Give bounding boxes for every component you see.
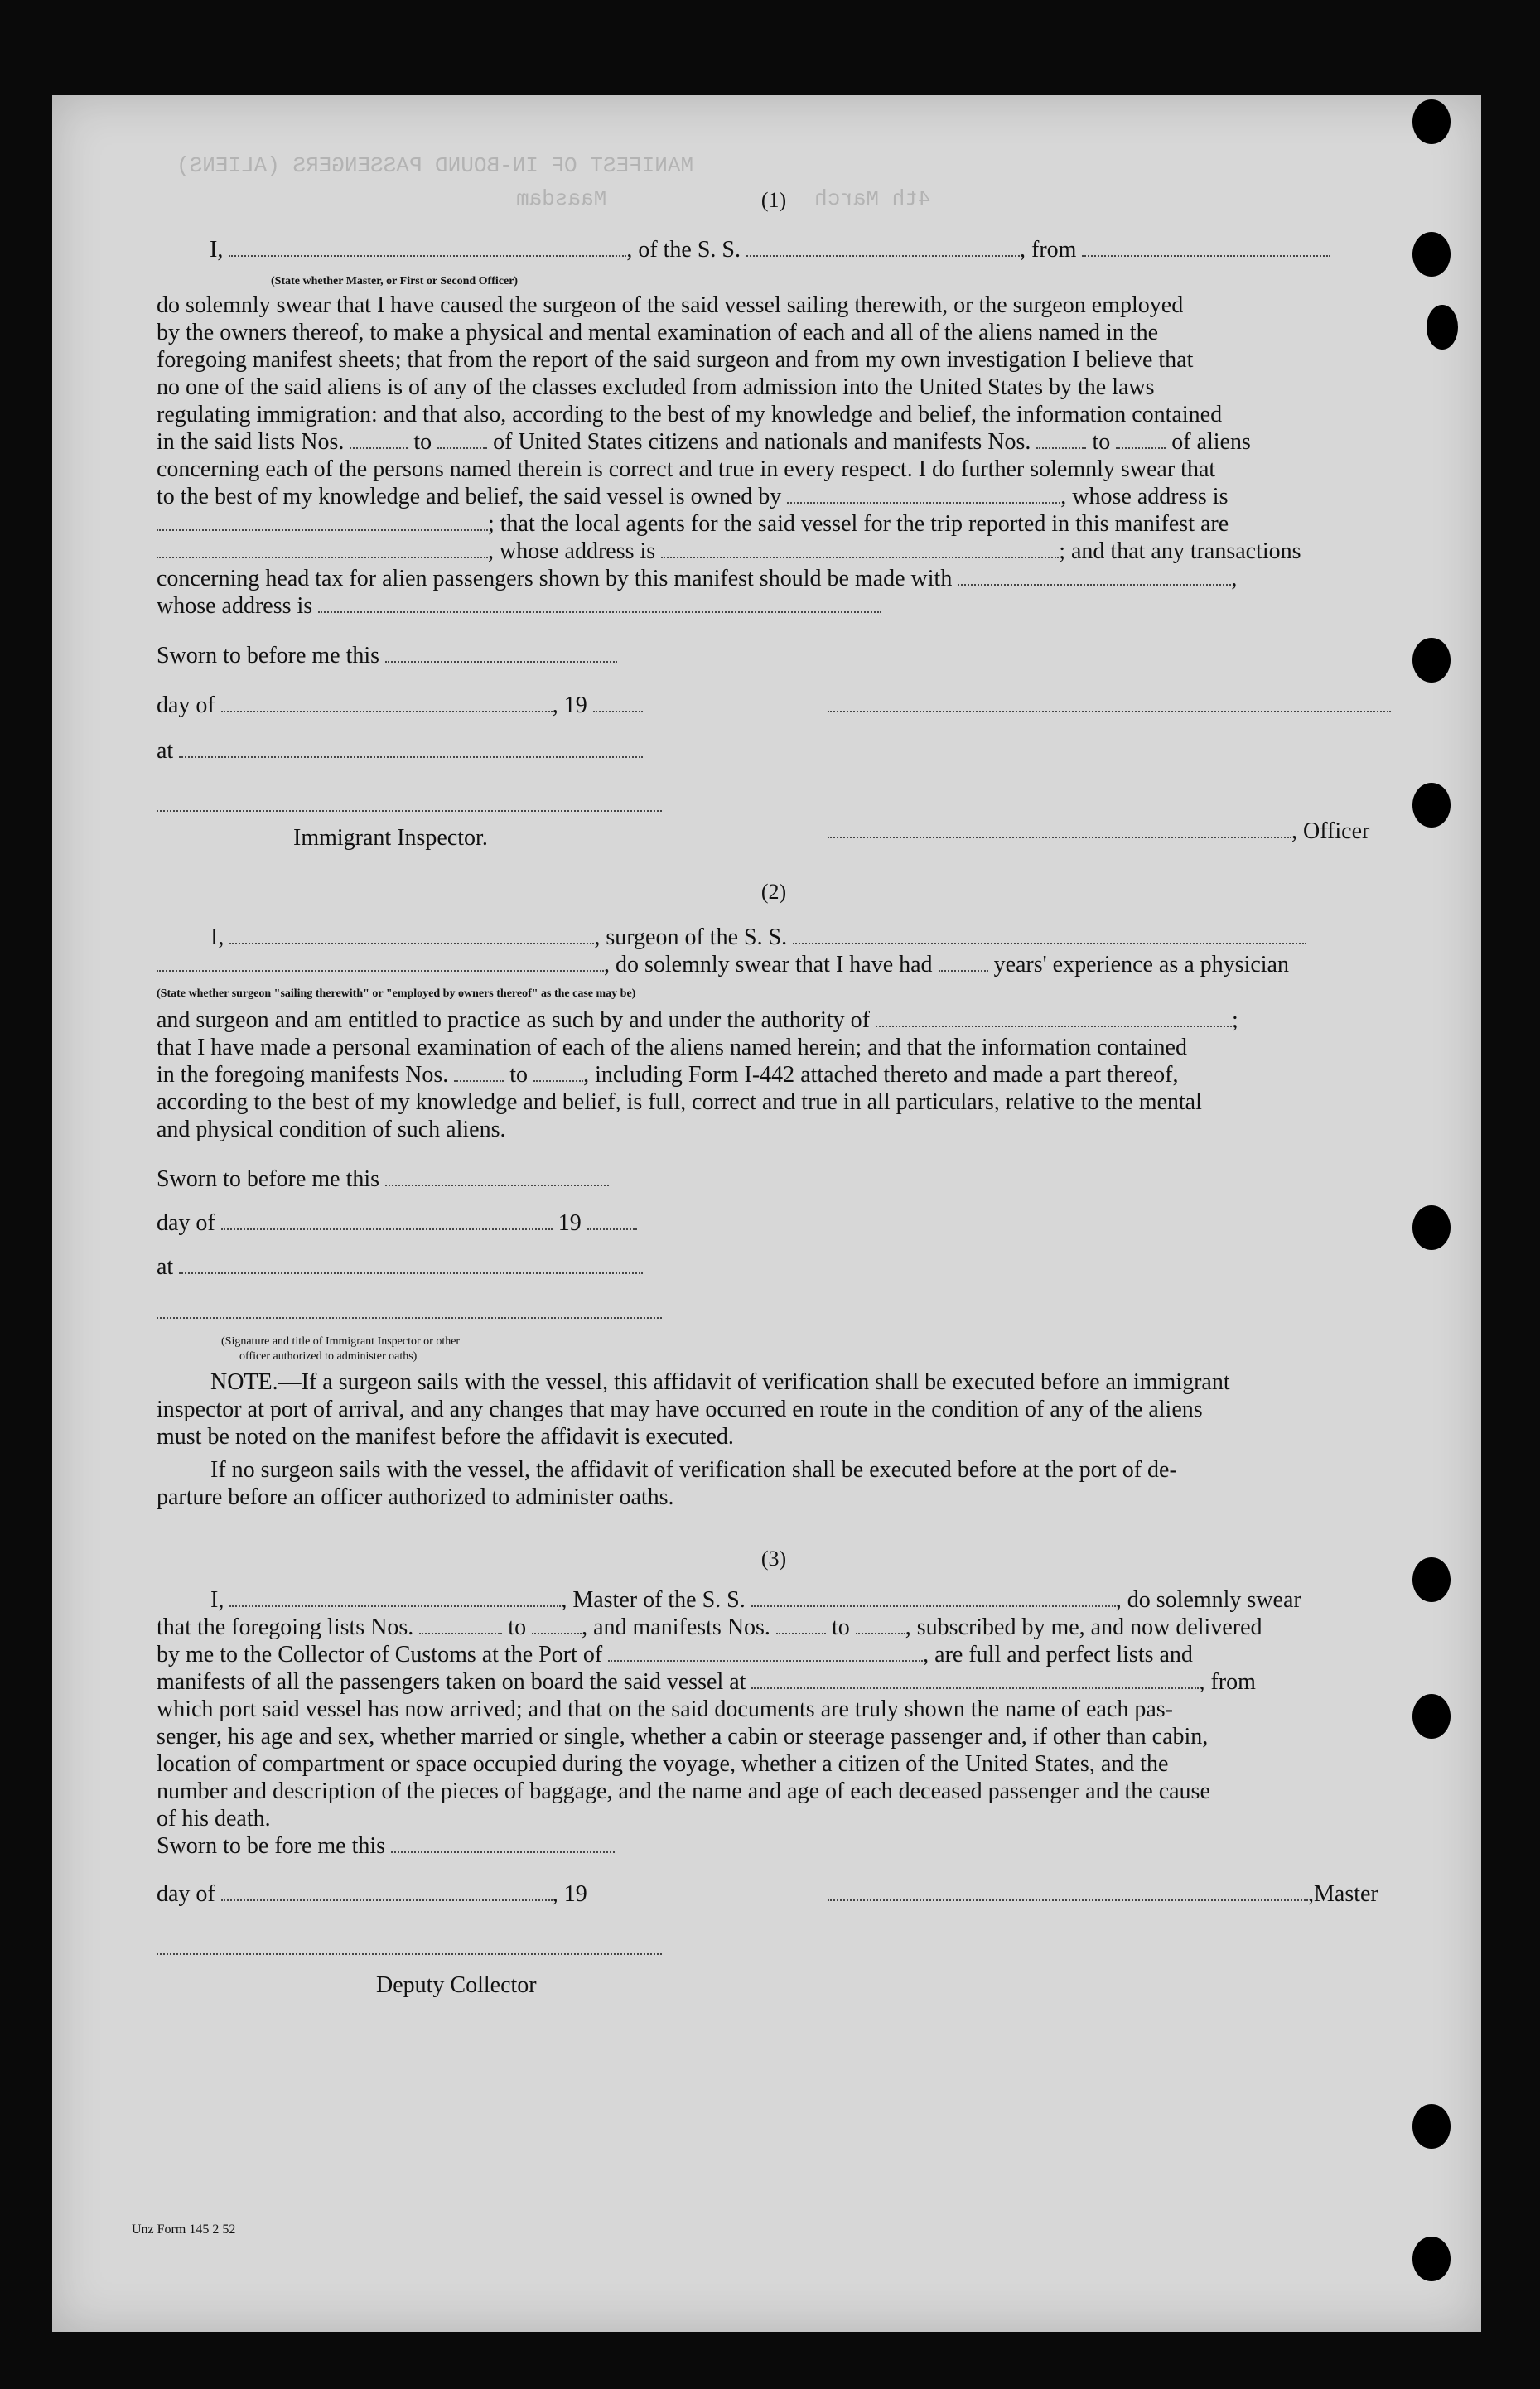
p1-headtax-field[interactable] — [958, 566, 1231, 586]
p2-sig-caption-1: (Signature and title of Immigrant Inspector or other — [221, 1335, 461, 1348]
p3-text: , do solemnly swear — [1115, 1587, 1301, 1613]
section-number-3: (3) — [760, 1547, 787, 1571]
p3-line: number and description of the pieces of baggage, and the name and age of each deceased passenger and the cause — [157, 1778, 1210, 1804]
p3-manifest-to-field[interactable] — [856, 1614, 905, 1634]
p1-line: foregoing manifest sheets; that from the report of the said surgeon and from my own investigation I believe that — [157, 347, 1194, 373]
p1-text: day of — [157, 693, 215, 718]
p3-day-line — [157, 1880, 587, 1908]
note-line: NOTE.—If a surgeon sails with the vessel, this affidavit of verification shall be executed before an immigrant — [210, 1369, 1230, 1395]
p3-line: senger, his age and sex, whether married or single, whether a cabin or steerage passenger and, if other than cabin, — [157, 1724, 1209, 1750]
punch-hole — [1412, 2237, 1451, 2281]
p3-text: to — [831, 1614, 850, 1640]
p1-text: ; that the local agents for the said vessel for the trip reported in this manifest are — [488, 511, 1229, 537]
p1-text: to the best of my knowledge and belief, the said vessel is owned by — [157, 484, 782, 509]
p2-manifest-to-field[interactable] — [533, 1062, 583, 1082]
p3-master-sig-field[interactable] — [828, 1881, 1308, 1901]
p2-manifest-from-field[interactable] — [454, 1062, 504, 1082]
p2-authority-line — [157, 1006, 1238, 1034]
p2-vessel-field[interactable] — [793, 924, 1306, 944]
p1-owner-field[interactable] — [787, 484, 1060, 504]
p1-text: to — [1092, 429, 1111, 455]
section-number-1: (1) — [760, 188, 787, 212]
p1-owner-address-field[interactable] — [157, 511, 488, 531]
p2-year-field[interactable] — [587, 1210, 637, 1230]
p1-lists-line — [157, 428, 1251, 456]
punch-hole — [1427, 305, 1458, 350]
p3-sworn-line — [157, 1832, 615, 1860]
p3-text: , and manifests Nos. — [582, 1614, 770, 1640]
p1-from-field[interactable] — [1082, 237, 1330, 257]
p1-agents-address-line — [157, 538, 1301, 565]
p1-text: ; and that any transactions — [1059, 538, 1301, 564]
p1-signature-field[interactable] — [828, 693, 1391, 712]
p2-line: and physical condition of such aliens. — [157, 1117, 506, 1142]
punch-hole — [1412, 1694, 1451, 1739]
p1-note: (State whether Master, or First or Second Officer) — [271, 275, 519, 287]
p1-agents-address-field[interactable] — [661, 538, 1059, 558]
p1-text: concerning head tax for alien passengers shown by this manifest should be made with — [157, 566, 953, 591]
p1-line: regulating immigration: and that also, according to the best of my knowledge and belief, the information contained — [157, 402, 1223, 427]
punch-hole — [1412, 783, 1451, 828]
punch-hole — [1412, 99, 1451, 144]
p2-text: in the foregoing manifests Nos. — [157, 1062, 449, 1088]
p1-manifest-to-field[interactable] — [1116, 429, 1166, 449]
p1-headtax-address-line — [157, 592, 881, 620]
p1-text: , Officer — [1291, 818, 1370, 844]
p3-text: that the foregoing lists Nos. — [157, 1614, 414, 1640]
p3-master-sig-line — [828, 1880, 1378, 1908]
p1-text: , 19 — [552, 693, 587, 718]
ghost-line: MANIFEST OF IN-BOUND PASSENGERS (ALIENS) — [176, 153, 694, 178]
p2-surgeon-line — [210, 924, 1306, 951]
p2-text: , including Form I-442 attached thereto and made a part thereof, — [583, 1062, 1179, 1088]
p2-sworn-line — [157, 1166, 609, 1193]
p3-boarded-line — [157, 1668, 1256, 1696]
p1-agents-line — [157, 510, 1229, 538]
p1-manifest-from-field[interactable] — [1036, 429, 1086, 449]
p2-at-field[interactable] — [179, 1254, 643, 1274]
p3-text: , from — [1199, 1669, 1256, 1695]
p3-text: , Master of the S. S. — [561, 1587, 746, 1613]
p3-line: which port said vessel has now arrived; and that on the said documents are truly shown the name of each pas- — [157, 1696, 1173, 1722]
p1-sworn-line — [157, 642, 617, 669]
p2-name-field[interactable] — [229, 924, 594, 944]
p2-text: I, — [210, 924, 224, 950]
note-line: If no surgeon sails with the vessel, the affidavit of verification shall be executed before at the port of de- — [210, 1457, 1177, 1483]
p1-text: , whose address is — [1060, 484, 1229, 509]
punch-hole — [1412, 1205, 1451, 1250]
p2-sworn-field[interactable] — [385, 1166, 609, 1186]
note-line: parture before an officer authorized to administer oaths. — [157, 1484, 674, 1510]
section-number-2: (2) — [760, 880, 787, 904]
p1-officer-sig-field[interactable] — [828, 818, 1291, 838]
p2-signature-field[interactable] — [157, 1299, 662, 1319]
p1-text: in the said lists Nos. — [157, 429, 345, 455]
p3-vessel-field[interactable] — [751, 1587, 1116, 1607]
p1-at-line — [157, 737, 643, 765]
p2-signature-line — [157, 1298, 662, 1325]
p3-day-field[interactable] — [221, 1881, 553, 1901]
p2-text: 19 — [558, 1210, 582, 1236]
p1-inspector-field[interactable] — [157, 792, 662, 812]
p3-text: Sworn to be fore me this — [157, 1833, 386, 1859]
p1-line: by the owners thereof, to make a physical and mental examination of each and all of the aliens named in the — [157, 320, 1159, 345]
p3-text: by me to the Collector of Customs at the Port of — [157, 1642, 603, 1667]
p1-year-field[interactable] — [593, 693, 643, 712]
form-code: Unz Form 145 2 52 — [132, 2222, 236, 2237]
document-sheet — [52, 95, 1481, 2332]
p2-line: that I have made a personal examination of each of the aliens named herein; and that the information contained — [157, 1035, 1187, 1060]
p3-text: I, — [210, 1587, 224, 1613]
p3-deputy-field[interactable] — [157, 1935, 662, 1955]
p1-list-from-field[interactable] — [350, 429, 408, 449]
p1-of-ss: , of the S. S. — [626, 237, 741, 263]
p3-text: , subscribed by me, and now delivered — [905, 1614, 1262, 1640]
p1-officer-field[interactable] — [229, 237, 626, 257]
p1-i: I, — [210, 237, 224, 263]
p2-line: according to the best of my knowledge and belief, is full, correct and true in all particulars, relative to the mental — [157, 1089, 1202, 1115]
p2-text: years' experience as a physician — [993, 952, 1289, 977]
p2-text: , surgeon of the S. S. — [594, 924, 788, 950]
p2-at-line — [157, 1253, 643, 1281]
p2-sig-caption-2: officer authorized to administer oaths) — [239, 1350, 418, 1363]
p1-inspector-label: Immigrant Inspector. — [293, 825, 488, 851]
p1-text: , — [1231, 566, 1238, 591]
p1-line: concerning each of the persons named therein is correct and true in every respect. I do further solemnly swear that — [157, 456, 1216, 482]
p1-vessel-field[interactable] — [746, 237, 1020, 257]
note-line: must be noted on the manifest before the affidavit is executed. — [157, 1424, 734, 1450]
p2-authority-field[interactable] — [876, 1007, 1232, 1027]
p1-line: no one of the said aliens is of any of the classes excluded from admission into the United States by the laws — [157, 374, 1155, 400]
p2-text: , do solemnly swear that I have had — [604, 952, 933, 977]
p3-lists-line — [157, 1614, 1262, 1641]
p2-text: to — [509, 1062, 529, 1088]
p1-text: of aliens — [1171, 429, 1251, 455]
p3-line: location of compartment or space occupied during the voyage, whether a citizen of the United States, and the — [157, 1751, 1169, 1777]
p1-headtax-address-field[interactable] — [318, 593, 881, 613]
p3-text: , 19 — [552, 1881, 587, 1907]
p3-manifest-from-field[interactable] — [776, 1614, 826, 1634]
ghost-line: 4th March — [814, 186, 931, 211]
p3-list-from-field[interactable] — [419, 1614, 502, 1634]
p1-from: , from — [1020, 237, 1077, 263]
p1-day-line — [157, 692, 643, 719]
p3-text: ,Master — [1308, 1881, 1378, 1907]
p2-text: Sworn to before me this — [157, 1166, 380, 1192]
punch-hole — [1412, 1557, 1451, 1602]
punch-hole — [1412, 232, 1451, 277]
p1-text: whose address is — [157, 593, 313, 619]
p3-deputy-line — [157, 1934, 662, 1962]
p3-line: of his death. — [157, 1806, 271, 1832]
p2-day-line — [157, 1209, 637, 1237]
p2-text: at — [157, 1254, 174, 1280]
p1-text: of United States citizens and nationals and manifests Nos. — [493, 429, 1031, 455]
p1-sworn-field[interactable] — [385, 643, 617, 663]
p1-agents-field[interactable] — [157, 538, 488, 558]
p1-owner-line — [157, 483, 1228, 510]
p2-manifests-line — [157, 1061, 1178, 1088]
p1-text: , whose address is — [488, 538, 656, 564]
punch-hole — [1412, 638, 1451, 683]
p3-name-field[interactable] — [229, 1587, 561, 1607]
p1-text: Sworn to before me this — [157, 643, 380, 668]
p2-day-field[interactable] — [221, 1210, 553, 1230]
p1-text: at — [157, 738, 174, 764]
p1-inspector-line — [157, 791, 662, 818]
p1-line: do solemnly swear that I have caused the surgeon of the said vessel sailing therewith, or the surgeon employed — [157, 292, 1184, 318]
p1-headtax-line — [157, 565, 1237, 592]
p1-day-field[interactable] — [221, 693, 553, 712]
p3-text: day of — [157, 1881, 215, 1907]
p1-signature-line — [828, 692, 1391, 719]
p2-note: (State whether surgeon "sailing therewith" or "employed by owners thereof" as the case may be) — [157, 987, 636, 1000]
punch-hole — [1412, 2104, 1451, 2149]
p1-text: to — [413, 429, 432, 455]
p3-deputy-label: Deputy Collector — [376, 1972, 537, 1998]
p2-text: ; — [1232, 1007, 1238, 1033]
p3-port-field[interactable] — [608, 1642, 923, 1662]
p3-boarded-field[interactable] — [751, 1669, 1199, 1689]
p2-swear-line — [157, 951, 1289, 978]
p3-master-line — [210, 1586, 1301, 1614]
p3-text: manifests of all the passengers taken on board the said vessel at — [157, 1669, 746, 1695]
p1-list-to-field[interactable] — [437, 429, 487, 449]
p2-text: and surgeon and am entitled to practice as such by and under the authority of — [157, 1007, 870, 1033]
p3-sworn-field[interactable] — [391, 1833, 615, 1853]
p1-oath-line — [210, 236, 1330, 263]
p3-text: , are full and perfect lists and — [923, 1642, 1193, 1667]
p1-officer-line — [828, 818, 1369, 845]
p3-port-line — [157, 1641, 1193, 1668]
note-line: inspector at port of arrival, and any changes that may have occurred en route in the condition of any of the aliens — [157, 1397, 1203, 1422]
p3-text: to — [508, 1614, 527, 1640]
p3-list-to-field[interactable] — [532, 1614, 582, 1634]
p2-years-field[interactable] — [939, 952, 988, 972]
p2-text: day of — [157, 1210, 215, 1236]
ghost-line: Maasdam — [516, 186, 607, 211]
p2-status-field[interactable] — [157, 952, 604, 972]
p1-at-field[interactable] — [179, 738, 643, 758]
